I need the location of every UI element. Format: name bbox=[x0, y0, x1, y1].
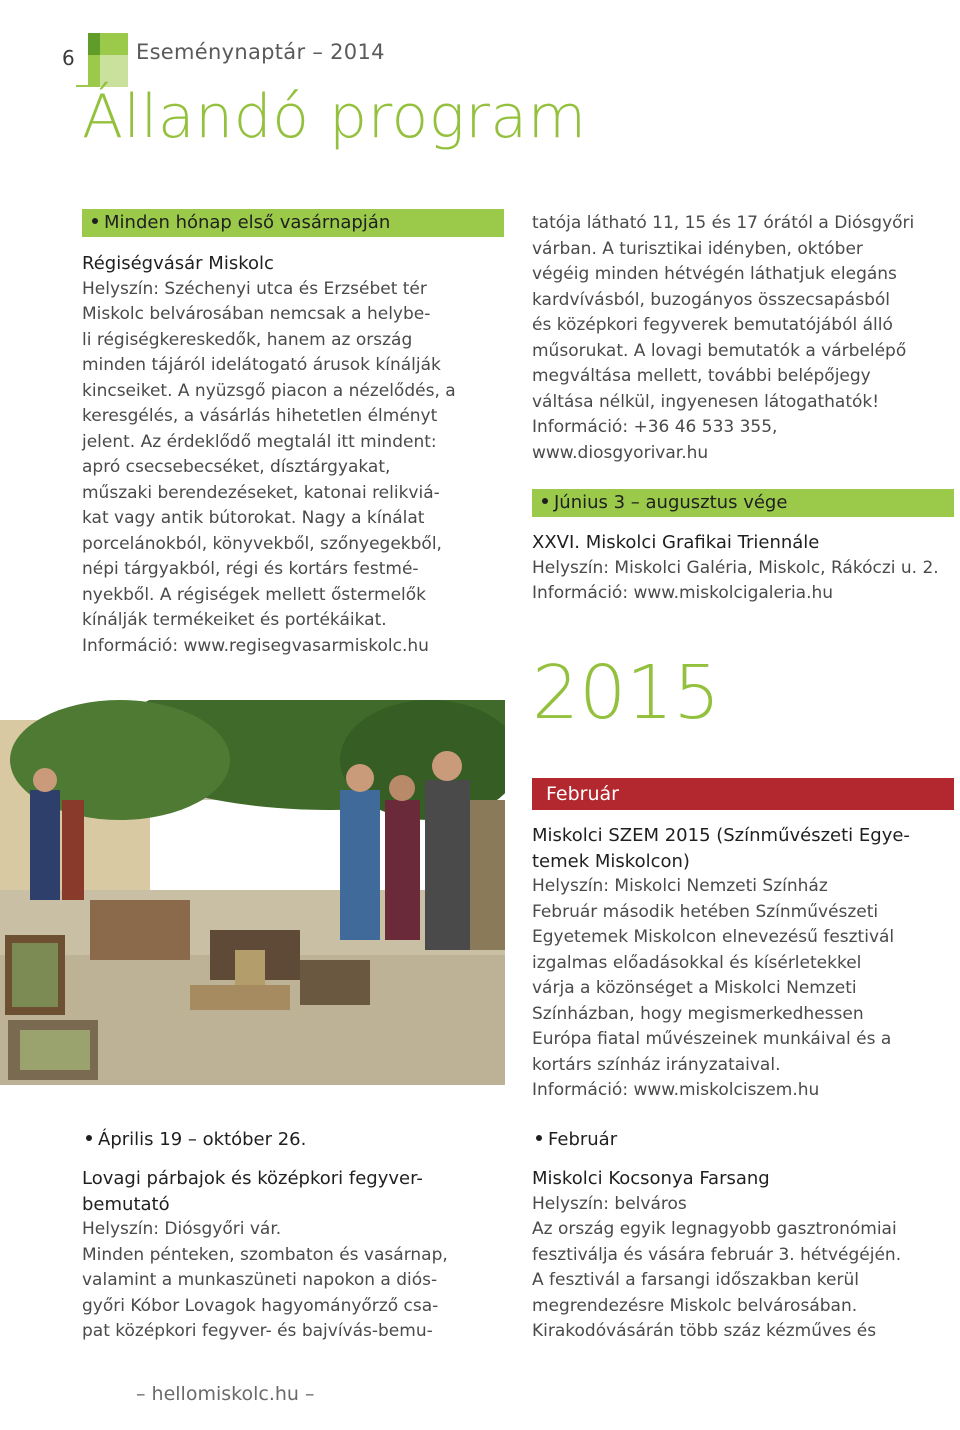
text-line: Információ: +36 46 533 355, bbox=[532, 417, 778, 437]
text-line: fesztiválja és vására február 3. hétvégéjén. bbox=[532, 1244, 902, 1265]
text-line: megrendezésre Miskolc belvárosában. bbox=[532, 1295, 858, 1316]
info-link[interactable]: Információ: www.miskolciszem.hu bbox=[532, 1080, 820, 1100]
section-lovagi bbox=[82, 1166, 507, 1345]
event-heading: bemutató bbox=[82, 1193, 170, 1215]
text-line: Miskolc belvárosában nemcsak a helybe- bbox=[82, 304, 431, 324]
text-line: Helyszín: Miskolci Galéria, Miskolc, Rákóczi u. 2. bbox=[532, 557, 939, 578]
text-line: Helyszín: Miskolci Nemzeti Színház bbox=[532, 876, 828, 896]
bullet-icon bbox=[92, 218, 98, 224]
text-line: népi tárgyakból, régi és kortárs festmé- bbox=[82, 559, 419, 579]
section-bar-triennale bbox=[532, 489, 954, 517]
text-line: Helyszín: belváros bbox=[532, 1193, 687, 1214]
section-szem bbox=[532, 823, 957, 1104]
text-line: győri Kóbor Lovagok hagyományőrző csa- bbox=[82, 1295, 439, 1316]
bullet-icon bbox=[86, 1135, 92, 1141]
event-heading: Régiségvásár Miskolc bbox=[82, 253, 274, 274]
text-line: Helyszín: Diósgyőri vár. bbox=[82, 1219, 282, 1239]
section-bar-lovagi bbox=[82, 1126, 504, 1154]
text-line: Európa fiatal művészeinek munkáival és a bbox=[532, 1029, 892, 1049]
text-line: várja a közönséget a Miskolci Nemzeti bbox=[532, 978, 857, 998]
text-line: keresgélés, a vásárlás hihetetlen élményt bbox=[82, 406, 438, 426]
running-title: Eseménynaptár – 2014 bbox=[136, 40, 385, 64]
text-line: és középkori fegyverek bemutatójából álló bbox=[532, 315, 893, 335]
text-line: Helyszín: Széchenyi utca és Erzsébet tér bbox=[82, 278, 427, 299]
text-line: Az ország egyik legnagyobb gasztronómiai bbox=[532, 1219, 897, 1239]
bullet-icon bbox=[542, 498, 548, 504]
text-line: kínálják termékeiket és portékáikat. bbox=[82, 610, 387, 630]
month-bar-februar: Február bbox=[532, 778, 954, 810]
text-line: Minden pénteken, szombaton és vasárnap, bbox=[82, 1244, 448, 1265]
info-link[interactable]: www.diosgyorivar.hu bbox=[532, 442, 709, 463]
text-line: kardvívásból, buzogányos összecsapásból bbox=[532, 289, 890, 310]
text-line: valamint a munkaszüneti napokon a diós- bbox=[82, 1270, 438, 1290]
info-link[interactable]: Információ: www.regisegvasarmiskolc.hu bbox=[82, 635, 429, 656]
section-bar-label: Február bbox=[548, 1129, 618, 1150]
text-line: műsorukat. A lovagi bemutatók a várbelépő bbox=[532, 340, 907, 361]
page-number-box bbox=[0, 33, 88, 85]
text-line: tatója látható 11, 15 és 17 órától a Diósgyőri bbox=[532, 213, 915, 233]
bullet-icon bbox=[536, 1135, 542, 1141]
text-line: porcelánokból, könyvekből, szőnyegekből, bbox=[82, 533, 442, 554]
flea-market-photo bbox=[0, 700, 505, 1085]
page-number: 6 bbox=[62, 46, 75, 70]
section-bar-monthly bbox=[82, 209, 504, 237]
section-bar-label: Április 19 – október 26. bbox=[98, 1129, 307, 1150]
section-bar-label: Június 3 – augusztus vége bbox=[554, 492, 788, 513]
text-line: kincseiket. A nyüzsgő piacon a nézelődés, a bbox=[82, 380, 456, 401]
event-heading: Lovagi párbajok és középkori fegyver- bbox=[82, 1168, 423, 1189]
section-bar-kocsonya bbox=[532, 1126, 954, 1154]
text-line: izgalmas előadásokkal és kísérletekkel bbox=[532, 952, 862, 973]
text-line: Egyetemek Miskolcon elnevezésű fesztivál bbox=[532, 927, 895, 947]
text-line: műszaki berendezéseket, katonai relikviá- bbox=[82, 482, 440, 503]
info-link[interactable]: Információ: www.miskolcigaleria.hu bbox=[532, 583, 834, 603]
text-line: váltása nélkül, ingyenesen látogathatók! bbox=[532, 391, 880, 412]
event-heading: temek Miskolcon) bbox=[532, 850, 690, 872]
year-heading: 2015 bbox=[532, 650, 721, 736]
section-regisegvasar bbox=[82, 251, 507, 659]
text-line: várban. A turisztikai idényben, október bbox=[532, 238, 863, 259]
text-line: Február második hetében Színművészeti bbox=[532, 901, 879, 922]
text-line: kortárs színház irányzataival. bbox=[532, 1054, 781, 1075]
text-line: jelent. Az érdeklődő megtalál itt mindent: bbox=[82, 431, 437, 452]
event-heading: Miskolci SZEM 2015 (Színművészeti Egye- bbox=[532, 825, 910, 846]
section-triennale bbox=[532, 530, 957, 607]
text-line: kat vagy antik bútorokat. Nagy a kínálat bbox=[82, 508, 425, 528]
text-line: Kirakodóvásárán több száz kézműves és bbox=[532, 1321, 877, 1341]
footer-site: – hellomiskolc.hu – bbox=[136, 1383, 315, 1405]
event-heading: XXVI. Miskolci Grafikai Triennále bbox=[532, 532, 820, 553]
event-heading: Miskolci Kocsonya Farsang bbox=[532, 1168, 770, 1189]
text-line: minden tájáról idelátogató árusok kínálják bbox=[82, 355, 441, 375]
text-line: Színházban, hogy megismerkedhessen bbox=[532, 1003, 864, 1024]
text-line: li régiségkereskedők, hanem az ország bbox=[82, 329, 413, 350]
text-line: pat középkori fegyver- és bajvívás-bemu- bbox=[82, 1321, 433, 1341]
page-title: Állandó program bbox=[82, 82, 587, 152]
section-kocsonya bbox=[532, 1166, 957, 1345]
text-line: végéig minden hétvégén láthatjuk elegáns bbox=[532, 264, 897, 284]
text-line: A fesztivál a farsangi időszakban kerül bbox=[532, 1270, 859, 1290]
text-line: apró csecsebecséket, dísztárgyakat, bbox=[82, 457, 391, 477]
text-line: nyekből. A régiségek mellett őstermelők bbox=[82, 584, 427, 605]
section-bar-label: Minden hónap első vasárnapján bbox=[104, 212, 391, 233]
text-line: megváltása mellett, további belépőjegy bbox=[532, 366, 871, 386]
section-lovagi-continued bbox=[532, 211, 957, 466]
